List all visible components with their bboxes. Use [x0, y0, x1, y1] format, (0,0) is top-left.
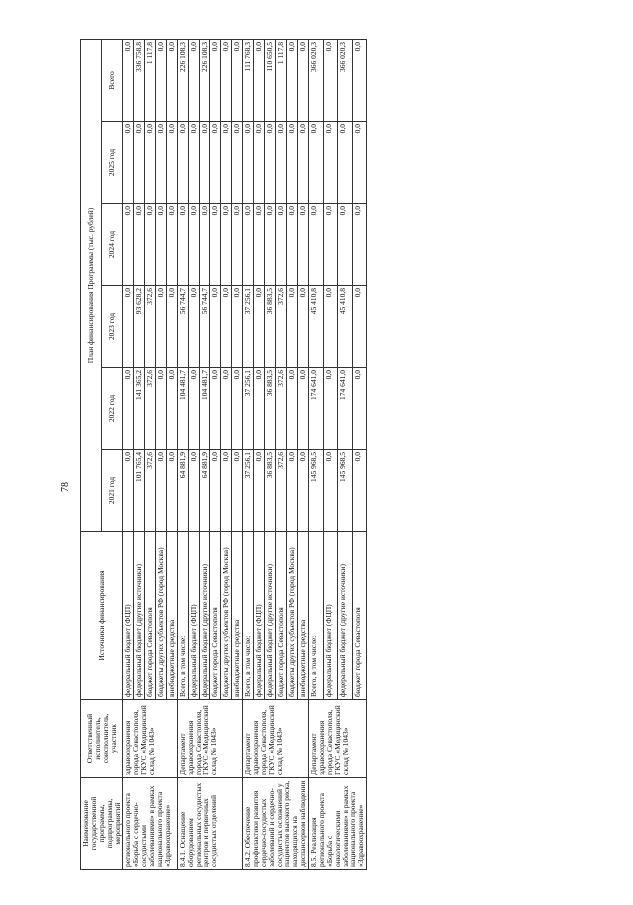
responsible-party: Департамент здравоохранения города Севастополя, ГКУС «Медицинский склад № 1043» [243, 700, 309, 778]
funding-source: бюджет города Севастополя [352, 532, 367, 700]
year-value: 0,0 [166, 122, 177, 204]
year-value: 372,6 [276, 450, 287, 532]
year-value: 64 881,9 [199, 450, 210, 532]
year-value: 0,0 [156, 286, 167, 368]
year-value: 36 883,5 [265, 286, 276, 368]
year-value: 0,0 [188, 286, 199, 368]
year-value: 0,0 [188, 122, 199, 204]
year-value: 0,0 [232, 204, 243, 286]
total-value: 1 117,8 [145, 39, 156, 121]
responsible-party: Департамент здравоохранения города Севастополя, ГКУС «Медицинский склад № 1043» [309, 700, 367, 778]
header-responsible: Ответственный исполнитель, соисполнитель, участник [81, 700, 123, 778]
year-value: 0,0 [352, 204, 367, 286]
total-value: 0,0 [254, 39, 265, 121]
total-value: 0,0 [210, 39, 221, 121]
header-year: 2025 год [102, 122, 123, 204]
funding-source: бюджеты других субъектов РФ (город Москва) [221, 532, 232, 700]
year-value: 37 256,1 [243, 368, 254, 450]
year-value: 0,0 [123, 286, 134, 368]
year-value: 372,6 [276, 368, 287, 450]
page-number: 78 [60, 482, 71, 492]
year-value: 0,0 [123, 450, 134, 532]
total-value: 0,0 [188, 39, 199, 121]
year-value: 0,0 [166, 286, 177, 368]
year-value: 0,0 [156, 204, 167, 286]
year-value: 0,0 [298, 450, 309, 532]
year-value: 0,0 [254, 122, 265, 204]
year-value: 0,0 [243, 204, 254, 286]
year-value: 0,0 [221, 122, 232, 204]
year-value: 56 744,7 [199, 286, 210, 368]
year-value: 101 765,4 [134, 450, 145, 532]
funding-source: бюджет города Севастополя [210, 532, 221, 700]
year-value: 0,0 [265, 204, 276, 286]
year-value: 0,0 [254, 286, 265, 368]
year-value: 0,0 [287, 450, 298, 532]
year-value: 0,0 [276, 204, 287, 286]
year-value: 0,0 [338, 204, 353, 286]
year-value: 36 883,5 [265, 368, 276, 450]
year-value: 0,0 [276, 122, 287, 204]
year-value: 0,0 [166, 368, 177, 450]
total-value: 0,0 [352, 39, 367, 121]
year-value: 0,0 [210, 204, 221, 286]
year-value: 45 410,8 [338, 286, 353, 368]
total-value: 111 768,3 [243, 39, 254, 121]
year-value: 0,0 [309, 204, 324, 286]
year-value: 0,0 [156, 122, 167, 204]
funding-source: федеральный бюджет (ФЦП) [123, 532, 134, 700]
header-source: Источники финансирования [81, 532, 123, 700]
funding-source: федеральный бюджет (другие источники) [134, 532, 145, 700]
funding-source: Всего, в том числе: [177, 532, 188, 700]
year-value: 0,0 [287, 204, 298, 286]
year-value: 56 744,7 [177, 286, 188, 368]
funding-source: бюджет города Севастополя [145, 532, 156, 700]
year-value: 0,0 [210, 368, 221, 450]
year-value: 93 628,2 [134, 286, 145, 368]
year-value: 0,0 [232, 368, 243, 450]
funding-source: внебюджетные средства [166, 532, 177, 700]
year-value: 145 968,5 [309, 450, 324, 532]
total-value: 0,0 [232, 39, 243, 121]
year-value: 104 481,7 [199, 368, 210, 450]
total-value: 0,0 [166, 39, 177, 121]
total-value: 110 650,5 [265, 39, 276, 121]
responsible-party: здравоохранения города Севастополя, ГКУС «Медицинский склад № 1043» [123, 700, 177, 778]
year-value: 0,0 [156, 450, 167, 532]
year-value: 0,0 [199, 122, 210, 204]
funding-source: федеральный бюджет (другие источники) [199, 532, 210, 700]
funding-source: федеральный бюджет (ФЦП) [323, 532, 338, 700]
year-value: 0,0 [221, 368, 232, 450]
year-value: 0,0 [254, 450, 265, 532]
total-value: 0,0 [123, 39, 134, 121]
total-value: 366 020,3 [338, 39, 353, 121]
year-value: 0,0 [166, 204, 177, 286]
responsible-party: Департамент здравоохранения города Севастополя, ГКУС «Медицинский склад № 1043» [177, 700, 242, 778]
header-total: Всего [102, 39, 123, 121]
year-value: 372,6 [145, 286, 156, 368]
year-value: 0,0 [338, 122, 353, 204]
year-value: 0,0 [123, 368, 134, 450]
measure-name: 8.5. Реализация регионального проекта «Борьба с онкологическими заболеваниями» в рамках национального проекта «Здравоохранение» [309, 778, 367, 870]
funding-source: внебюджетные средства [298, 532, 309, 700]
year-value: 0,0 [188, 368, 199, 450]
total-value: 0,0 [323, 39, 338, 121]
year-value: 0,0 [210, 286, 221, 368]
total-value: 0,0 [287, 39, 298, 121]
year-value: 0,0 [323, 286, 338, 368]
year-value: 0,0 [232, 286, 243, 368]
total-value: 1 117,8 [276, 39, 287, 121]
year-value: 0,0 [221, 450, 232, 532]
header-year: 2021 год [102, 450, 123, 532]
header-year: 2023 год [102, 286, 123, 368]
year-value: 174 641,0 [309, 368, 324, 450]
financing-table [80, 39, 367, 870]
table-body [123, 39, 367, 869]
year-value: 64 881,9 [177, 450, 188, 532]
year-value: 0,0 [265, 122, 276, 204]
year-value: 145 968,5 [338, 450, 353, 532]
table-row [243, 39, 254, 869]
table-row [309, 39, 324, 869]
year-value: 0,0 [352, 122, 367, 204]
year-value: 0,0 [145, 204, 156, 286]
funding-source: бюджеты других субъектов РФ (город Москва) [287, 532, 298, 700]
total-value: 336 758,8 [134, 39, 145, 121]
year-value: 0,0 [254, 204, 265, 286]
table-row [177, 39, 188, 869]
year-value: 0,0 [298, 122, 309, 204]
year-value: 0,0 [323, 122, 338, 204]
header-name: Наименование государственной программы, подпрограммы, мероприятий [81, 778, 123, 870]
table-row [123, 39, 134, 869]
total-value: 0,0 [298, 39, 309, 121]
year-value: 0,0 [298, 368, 309, 450]
year-value: 174 641,0 [338, 368, 353, 450]
total-value: 226 108,3 [177, 39, 188, 121]
year-value: 36 883,5 [265, 450, 276, 532]
year-value: 0,0 [323, 204, 338, 286]
year-value: 0,0 [134, 122, 145, 204]
year-value: 0,0 [352, 368, 367, 450]
year-value: 0,0 [352, 286, 367, 368]
rotated-table-area [60, 40, 620, 870]
year-value: 0,0 [188, 450, 199, 532]
year-value: 0,0 [177, 204, 188, 286]
year-value: 0,0 [221, 204, 232, 286]
year-value: 45 410,8 [309, 286, 324, 368]
funding-source: федеральный бюджет (ФЦП) [254, 532, 265, 700]
year-value: 37 256,1 [243, 286, 254, 368]
year-value: 0,0 [177, 122, 188, 204]
year-value: 0,0 [254, 368, 265, 450]
year-value: 372,6 [145, 450, 156, 532]
header-year: 2022 год [102, 368, 123, 450]
measure-name: 8.4.2. Обеспечение профилактики развития сердечно-сосудистых заболеваний и сердечно-сосудистых осложнений у пациентов высокого риска, находящихся на диспансерном наблюдении [243, 778, 309, 870]
year-value: 0,0 [134, 204, 145, 286]
year-value: 0,0 [123, 122, 134, 204]
year-value: 0,0 [287, 286, 298, 368]
year-value: 0,0 [166, 450, 177, 532]
year-value: 37 256,1 [243, 450, 254, 532]
measure-name: регионального проекта «Борьба с сердечно-сосудистыми заболеваниями» в рамках национального проекта «Здравоохранение» [123, 778, 177, 870]
year-value: 0,0 [221, 286, 232, 368]
year-value: 0,0 [156, 368, 167, 450]
funding-source: федеральный бюджет (другие источники) [265, 532, 276, 700]
measure-name: 8.4.1. Оснащение оборудованием региональных сосудистых центров и первичных сосудистых отделений [177, 778, 242, 870]
funding-source: федеральный бюджет (ФЦП) [188, 532, 199, 700]
funding-source: Всего, в том числе: [309, 532, 324, 700]
year-value: 0,0 [298, 204, 309, 286]
year-value: 0,0 [210, 122, 221, 204]
year-value: 372,6 [145, 368, 156, 450]
year-value: 0,0 [298, 286, 309, 368]
year-value: 0,0 [352, 450, 367, 532]
year-value: 0,0 [188, 204, 199, 286]
year-value: 0,0 [243, 122, 254, 204]
year-value: 372,6 [276, 286, 287, 368]
total-value: 366 020,3 [309, 39, 324, 121]
year-value: 141 365,2 [134, 368, 145, 450]
year-value: 0,0 [309, 122, 324, 204]
funding-source: внебюджетные средства [232, 532, 243, 700]
header-year: 2024 год [102, 204, 123, 286]
year-value: 0,0 [232, 450, 243, 532]
total-value: 0,0 [221, 39, 232, 121]
year-value: 0,0 [123, 204, 134, 286]
total-value: 226 108,3 [199, 39, 210, 121]
year-value: 0,0 [323, 450, 338, 532]
year-value: 0,0 [323, 368, 338, 450]
header-plan: План финансирования Программы (тыс. рублей) [81, 39, 102, 531]
year-value: 0,0 [232, 122, 243, 204]
funding-source: федеральный бюджет (другие источники) [338, 532, 353, 700]
total-value: 0,0 [156, 39, 167, 121]
funding-source: бюджеты других субъектов РФ (город Москва) [156, 532, 167, 700]
year-value: 0,0 [210, 450, 221, 532]
year-value: 104 481,7 [177, 368, 188, 450]
funding-source: бюджет города Севастополя [276, 532, 287, 700]
year-value: 0,0 [287, 122, 298, 204]
year-value: 0,0 [287, 368, 298, 450]
year-value: 0,0 [199, 204, 210, 286]
year-value: 0,0 [145, 122, 156, 204]
funding-source: Всего, в том числе: [243, 532, 254, 700]
